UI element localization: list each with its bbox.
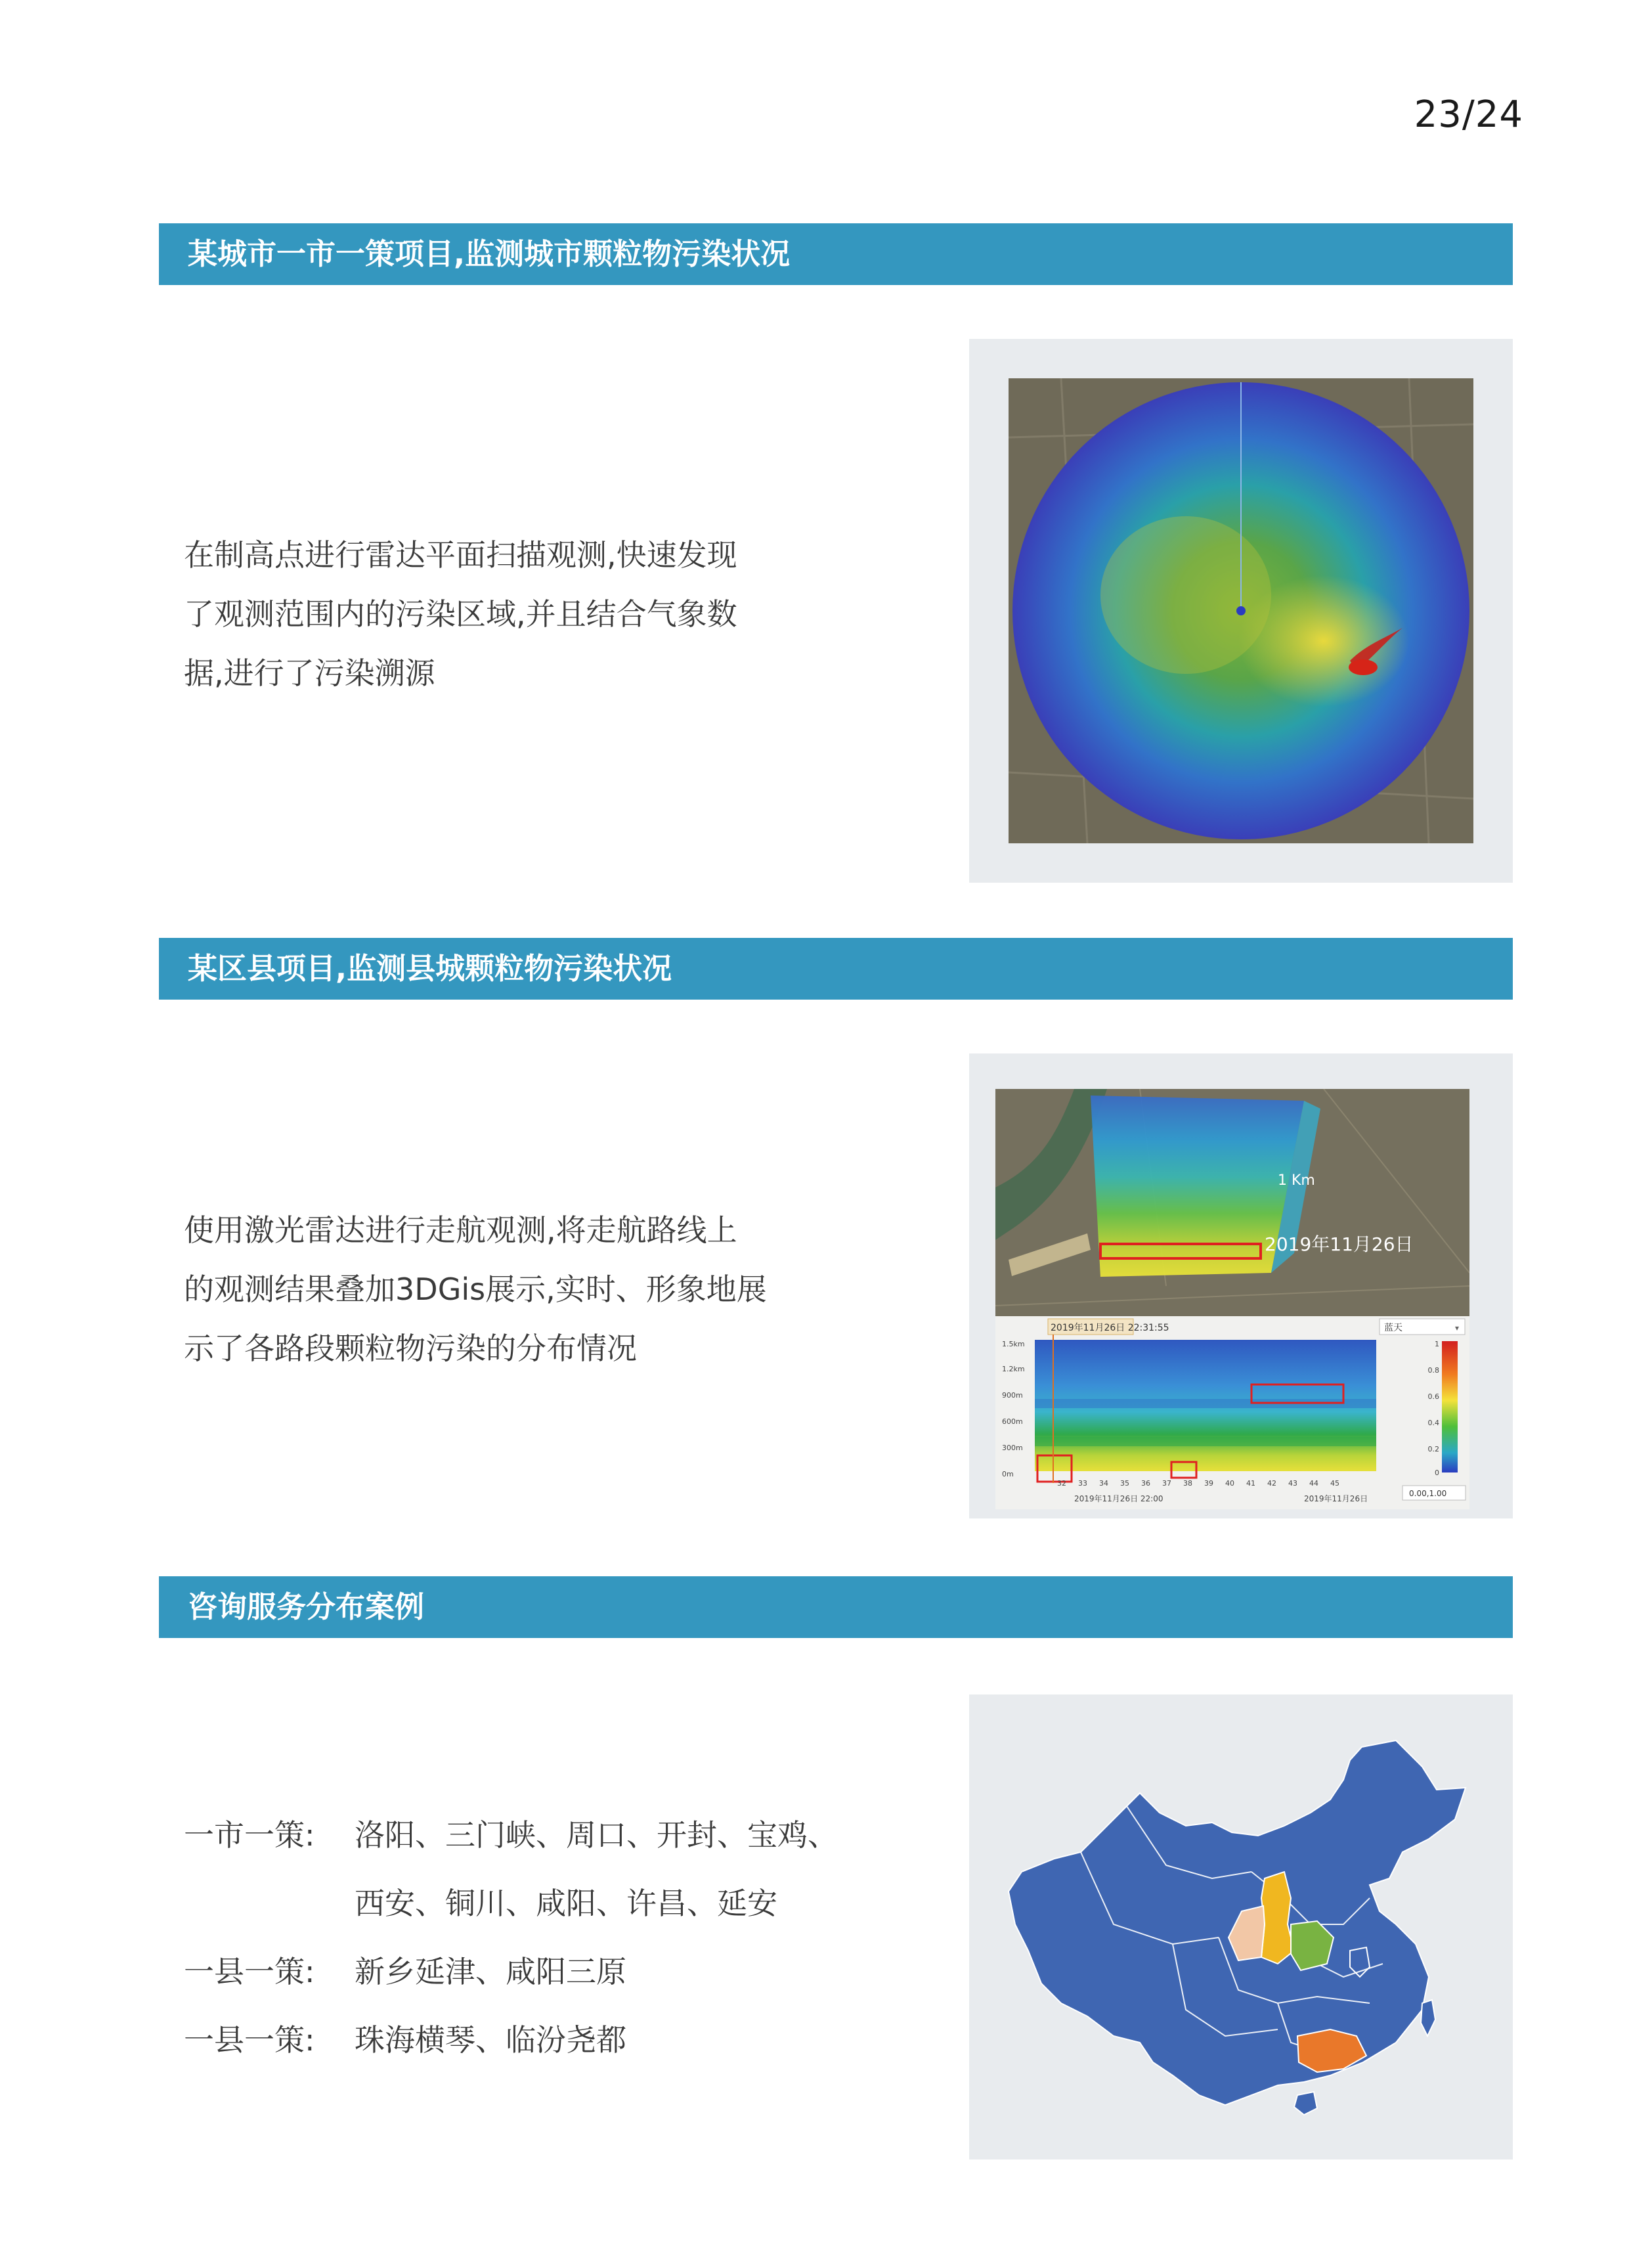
- x-tick-label: 37: [1162, 1479, 1171, 1488]
- china-map-figure: [969, 1694, 1513, 2159]
- list-item: [184, 1801, 893, 1937]
- x-tick-label: 39: [1204, 1479, 1213, 1488]
- x-tick-label: 34: [1099, 1479, 1108, 1488]
- taiwan: [1421, 2000, 1435, 2036]
- text-line: 据,进行了污染溯源: [184, 655, 435, 691]
- list-item: [184, 1937, 893, 2006]
- mobile-lidar-figure: [969, 1053, 1513, 1518]
- x-tick-label: 32: [1057, 1479, 1066, 1488]
- case-type-label: 一市一策:: [184, 1817, 315, 1853]
- text-line: 了观测范围内的污染区域,并且结合气象数: [184, 596, 737, 632]
- section-text-radar-scan: [184, 525, 827, 703]
- x-axis-end-label: 2019年11月26日: [1304, 1494, 1368, 1503]
- colorbar-tick: 0.8: [1427, 1366, 1439, 1375]
- x-tick-label: 33: [1078, 1479, 1087, 1488]
- case-locations: 新乡延津、咸阳三原: [355, 1954, 626, 1989]
- y-tick-label: 300m: [1002, 1444, 1023, 1452]
- colorbar: [1442, 1341, 1458, 1472]
- x-tick-label: 41: [1246, 1479, 1255, 1488]
- x-axis-start-label: 2019年11月26日 22:00: [1074, 1494, 1163, 1503]
- case-locations: 珠海横琴、临汾尧都: [355, 2022, 626, 2058]
- chevron-down-icon: ▾: [1455, 1323, 1460, 1333]
- map-date-label: 2019年11月26日: [1265, 1233, 1414, 1255]
- page-number: 23/24: [1414, 93, 1523, 136]
- section-text-mobile-lidar: [184, 1201, 827, 1378]
- case-locations: 洛阳、三门峡、周口、开封、宝鸡、: [355, 1817, 838, 1853]
- y-tick-label: 1.2km: [1002, 1365, 1025, 1373]
- dataset-dropdown-label: 蓝天: [1384, 1323, 1402, 1333]
- colorbar-tick: 0.2: [1427, 1445, 1439, 1453]
- x-tick-label: 38: [1183, 1479, 1192, 1488]
- x-tick-label: 36: [1141, 1479, 1150, 1488]
- colorbar-range-label: 0.00,1.00: [1409, 1489, 1447, 1498]
- y-tick-label: 0m: [1002, 1470, 1014, 1478]
- radar-scan-image: [1009, 378, 1473, 843]
- x-tick-label: 43: [1288, 1479, 1297, 1488]
- colorbar-tick: 1: [1435, 1340, 1439, 1348]
- list-item: [184, 2006, 893, 2074]
- case-locations: 西安、铜川、咸阳、许昌、延安: [355, 1886, 777, 1921]
- colorbar-tick: 0.6: [1427, 1392, 1439, 1401]
- section-header-county-project: 某区县项目,监测县城颗粒物污染状况: [159, 938, 1513, 1000]
- x-tick-label: 35: [1120, 1479, 1129, 1488]
- y-tick-label: 900m: [1002, 1391, 1023, 1400]
- text-line: 使用激光雷达进行走航观测,将走航路线上: [184, 1212, 737, 1248]
- y-tick-label: 600m: [1002, 1417, 1023, 1426]
- x-tick-label: 40: [1225, 1479, 1234, 1488]
- chart-timestamp: 2019年11月26日 22:31:55: [1051, 1323, 1169, 1333]
- text-line: 在制高点进行雷达平面扫描观测,快速发现: [184, 537, 737, 573]
- section-header-consulting-cases: 咨询服务分布案例: [159, 1576, 1513, 1638]
- x-tick-label: 45: [1330, 1479, 1339, 1488]
- x-tick-label: 44: [1309, 1479, 1318, 1488]
- colorbar-tick: 0: [1435, 1469, 1439, 1477]
- colorbar-tick: 0.4: [1427, 1419, 1439, 1427]
- x-tick-label: 42: [1267, 1479, 1276, 1488]
- text-line: 示了各路段颗粒物污染的分布情况: [184, 1331, 637, 1366]
- text-line: 的观测结果叠加3DGis展示,实时、形象地展: [184, 1272, 767, 1307]
- case-type-label: 一县一策:: [184, 2022, 315, 2058]
- case-type-label: 一县一策:: [184, 1954, 315, 1989]
- case-list: [184, 1801, 893, 2074]
- map-scale-label: 1 Km: [1278, 1172, 1315, 1189]
- radar-scan-figure: [969, 339, 1513, 883]
- china-map: [1002, 1727, 1480, 2128]
- y-tick-label: 1.5km: [1002, 1340, 1025, 1348]
- hainan: [1294, 2092, 1317, 2115]
- lidar-3dgis-image: [995, 1089, 1469, 1509]
- section-header-city-project: 某城市一市一策项目,监测城市颗粒物污染状况: [159, 223, 1513, 285]
